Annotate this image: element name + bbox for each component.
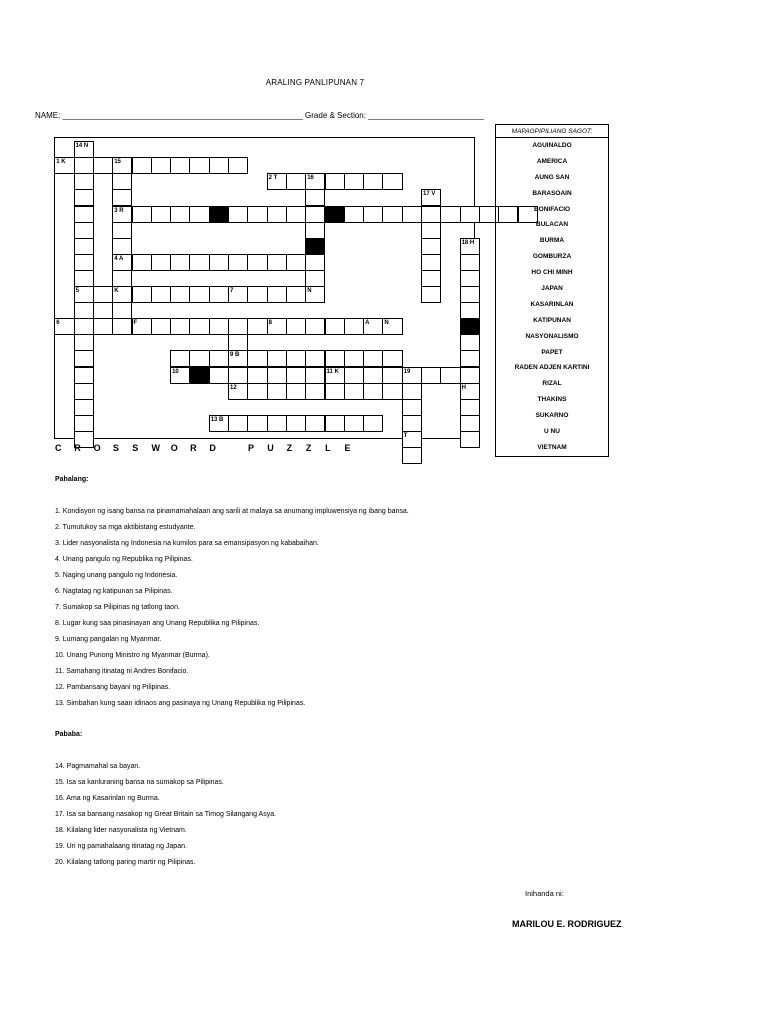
crossword-cell[interactable] [460, 270, 480, 287]
cell-label: 3 R [114, 207, 124, 214]
crossword-cell[interactable] [344, 367, 364, 384]
crossword-cell[interactable] [247, 350, 267, 367]
cell-label: T [403, 432, 408, 439]
cell-label: 11 K [326, 368, 339, 375]
crossword-cell[interactable] [421, 222, 441, 239]
crossword-cell[interactable] [402, 206, 422, 223]
crossword-cell[interactable] [305, 189, 325, 206]
crossword-cell[interactable] [344, 206, 364, 223]
crossword-cell[interactable] [267, 254, 287, 271]
crossword-cell[interactable] [286, 318, 306, 335]
crossword-cell[interactable] [267, 173, 287, 190]
across-clue: 11. Samahang itinatag ni Andres Bonifacio. [55, 668, 189, 675]
crossword-cell[interactable] [74, 367, 94, 384]
crossword-cell[interactable] [344, 415, 364, 432]
crossword-cell[interactable] [189, 157, 209, 174]
crossword-cell[interactable] [286, 367, 306, 384]
crossword-cell[interactable] [247, 415, 267, 432]
crossword-cell[interactable] [132, 318, 152, 335]
cell-label: 15 [114, 159, 121, 166]
title-letter: U [267, 443, 274, 453]
crossword-cell[interactable] [112, 157, 132, 174]
crossword-cell[interactable] [74, 141, 94, 158]
crossword-cell[interactable] [74, 157, 94, 174]
cell-label: K [326, 207, 331, 214]
choice-item: GOMBURZA [532, 253, 572, 261]
choice-item: BURMA [539, 237, 565, 245]
cell-label: F [133, 320, 138, 327]
down-clue: 18. Kilalang lider nasyonalista ng Vietnam. [55, 827, 187, 834]
crossword-cell[interactable] [460, 367, 480, 384]
cell-label: K [114, 288, 119, 294]
title-letter: R [74, 443, 81, 453]
crossword-cell[interactable] [247, 367, 267, 384]
crossword-cell[interactable] [54, 157, 74, 174]
cell-label: 7 [230, 288, 234, 294]
across-clue: 6. Nagtatag ng katipunan sa Pilipinas. [55, 588, 173, 595]
cell-label: 4 A [114, 255, 124, 262]
title-letter: S [112, 443, 119, 453]
title-letter: E [344, 443, 351, 453]
crossword-cell[interactable] [363, 318, 383, 335]
crossword-cell[interactable] [402, 447, 422, 464]
crossword-cell[interactable] [440, 206, 460, 223]
across-clue: 3. Lider nasyonalista ng Indonesia na kumilos para sa emansipasyon ng kababaihan. [55, 540, 319, 547]
choice-item: AUNG SAN [534, 173, 570, 181]
crossword-cell[interactable] [209, 157, 229, 174]
crossword-cell[interactable] [460, 431, 480, 448]
title-letter: Z [286, 443, 293, 453]
crossword-cell[interactable] [228, 254, 248, 271]
cell-label: 14 N [75, 143, 89, 150]
crossword-cell[interactable] [170, 286, 190, 303]
crossword-cell[interactable] [74, 286, 94, 303]
crossword-cell[interactable] [247, 318, 267, 335]
crossword-cell[interactable] [305, 286, 325, 303]
choice-item: BULACAN [535, 221, 569, 229]
crossword-cell[interactable] [112, 318, 132, 335]
crossword-cell[interactable] [112, 189, 132, 206]
crossword-cell[interactable] [228, 334, 248, 351]
title-letter: P [247, 443, 254, 453]
title-letter: O [170, 443, 178, 453]
cell-label: 12 [230, 384, 237, 391]
crossword-cell[interactable] [74, 238, 94, 255]
crossword-cell[interactable] [325, 415, 345, 432]
crossword-cell[interactable] [344, 350, 364, 367]
cell-label: A [365, 320, 370, 327]
title-letter: R [190, 443, 197, 453]
crossword-cell[interactable] [344, 173, 364, 190]
choice-item: RIZAL [542, 380, 562, 388]
crossword-cell[interactable] [189, 286, 209, 303]
crossword-block [305, 238, 325, 255]
crossword-cell[interactable] [363, 367, 383, 384]
choice-item: SUKARNO [535, 412, 569, 420]
crossword-cell[interactable] [228, 383, 248, 400]
crossword-cell[interactable] [382, 350, 402, 367]
cell-label: 16 [307, 175, 314, 182]
cell-label: 8 [268, 320, 272, 327]
crossword-cell[interactable] [170, 254, 190, 271]
crossword-cell[interactable] [382, 206, 402, 223]
crossword-cell[interactable] [151, 254, 171, 271]
crossword-cell[interactable] [209, 254, 229, 271]
crossword-cell[interactable] [363, 206, 383, 223]
crossword-cell[interactable] [325, 350, 345, 367]
crossword-cell[interactable] [74, 334, 94, 351]
crossword-cell[interactable] [402, 399, 422, 416]
across-heading: Pahalang: [55, 476, 89, 483]
crossword-cell[interactable] [440, 367, 460, 384]
crossword-cell[interactable] [305, 415, 325, 432]
crossword-cell[interactable] [305, 270, 325, 287]
cell-label: 5 [75, 288, 79, 294]
crossword-cell[interactable] [74, 415, 94, 432]
crossword-cell[interactable] [228, 286, 248, 303]
crossword-cell[interactable] [132, 206, 152, 223]
crossword-cell[interactable] [305, 254, 325, 271]
crossword-cell[interactable] [209, 350, 229, 367]
crossword-cell[interactable] [54, 318, 74, 335]
prepared-by-label: Inihanda ni: [525, 889, 564, 898]
crossword-cell[interactable] [74, 399, 94, 416]
crossword-cell[interactable] [305, 350, 325, 367]
down-clue: 16. Ama ng Kasarinlan ng Burma. [55, 795, 160, 802]
crossword-cell[interactable] [363, 350, 383, 367]
title-letter: C [55, 443, 62, 453]
choice-item: AGUINALDO [532, 142, 572, 149]
cell-label: 2 T [268, 175, 278, 182]
crossword-cell[interactable] [74, 383, 94, 400]
crossword-cell[interactable] [421, 270, 441, 287]
crossword-cell[interactable] [267, 367, 287, 384]
title-letter: L [325, 443, 331, 453]
choice-item: JAPAN [541, 285, 563, 293]
crossword-cell[interactable] [74, 302, 94, 319]
crossword-cell[interactable] [112, 206, 132, 223]
crossword-cell[interactable] [325, 367, 345, 384]
crossword-cell[interactable] [170, 318, 190, 335]
crossword-cell[interactable] [460, 206, 480, 223]
crossword-cell[interactable] [74, 173, 94, 190]
across-clue: 5. Naging unang pangulo ng Indonesia. [55, 572, 178, 579]
crossword-cell[interactable] [151, 157, 171, 174]
crossword-cell[interactable] [74, 206, 94, 223]
crossword-cell[interactable] [325, 318, 345, 335]
across-clue: 9. Lumang pangalan ng Myanmar. [55, 636, 162, 643]
cell-label: 6 [56, 320, 60, 327]
choices-heading: MAPAGPIPILIANG SAGOT: [496, 125, 608, 138]
crossword-cell[interactable] [170, 350, 190, 367]
crossword-cell[interactable] [325, 173, 345, 190]
crossword-cell[interactable] [325, 383, 345, 400]
crossword-cell[interactable] [286, 206, 306, 223]
title-letter: D [209, 443, 216, 453]
crossword-cell[interactable] [209, 318, 229, 335]
crossword-cell[interactable] [460, 415, 480, 432]
crossword-cell[interactable] [189, 318, 209, 335]
crossword-cell[interactable] [305, 173, 325, 190]
crossword-cell[interactable] [228, 157, 248, 174]
across-clue: 12. Pambansang bayani ng Pilipinas. [55, 684, 171, 691]
crossword-cell[interactable] [132, 286, 152, 303]
cell-label: 18 H [461, 239, 475, 246]
crossword-cell[interactable] [189, 254, 209, 271]
choice-item: BARASOAIN [532, 189, 572, 197]
crossword-cell[interactable] [363, 173, 383, 190]
title-letter: Z [305, 443, 312, 453]
cell-label: N [384, 320, 389, 327]
crossword-cell[interactable] [267, 286, 287, 303]
crossword-cell[interactable] [112, 238, 132, 255]
choice-item: U NU [544, 428, 560, 436]
crossword-cell[interactable] [344, 383, 364, 400]
down-clue: 17. Isa sa bansang nasakop ng Great Britain sa Timog Silangang Asya. [55, 811, 277, 818]
crossword-cell[interactable] [305, 367, 325, 384]
crossword-cell[interactable] [151, 286, 171, 303]
crossword-cell[interactable] [209, 286, 229, 303]
answer-choices-box [495, 124, 609, 457]
across-clue: 2. Tumutukoy sa mga aktibistang estudyante. [55, 524, 196, 531]
across-clue: 8. Lugar kung saa pinasinayan ang Unang Republika ng Pilipinas. [55, 620, 260, 627]
crossword-cell[interactable] [286, 415, 306, 432]
crossword-cell[interactable] [460, 399, 480, 416]
crossword-cell[interactable] [305, 206, 325, 223]
crossword-cell[interactable] [112, 254, 132, 271]
crossword-cell[interactable] [402, 383, 422, 400]
cell-label: 13 B [210, 416, 224, 423]
choice-item: NASYONALISMO [525, 332, 579, 340]
choice-item: KASARINLAN [530, 300, 574, 308]
crossword-cell[interactable] [93, 157, 113, 174]
crossword-cell[interactable] [460, 302, 480, 319]
crossword-cell[interactable] [382, 367, 402, 384]
crossword-cell[interactable] [460, 383, 480, 400]
choice-item: PAPET [541, 348, 563, 356]
crossword-cell[interactable] [93, 286, 113, 303]
crossword-cell[interactable] [247, 383, 267, 400]
cell-label: 10 [172, 368, 179, 375]
crossword-cell[interactable] [74, 318, 94, 335]
crossword-cell[interactable] [228, 350, 248, 367]
crossword-cell[interactable] [344, 318, 364, 335]
crossword-cell[interactable] [382, 173, 402, 190]
crossword-block [325, 206, 345, 223]
choice-item: KATIPUNAN [533, 316, 571, 324]
author-name: MARILOU E. RODRIGUEZ [512, 919, 622, 929]
across-clue: 7. Sumakop sa Pilipinas ng tatlong taon. [55, 604, 180, 611]
crossword-cell[interactable] [421, 206, 441, 223]
crossword-cell[interactable] [228, 415, 248, 432]
crossword-cell[interactable] [286, 254, 306, 271]
across-clue: 1. Kondisyon ng isang bansa na pinamamahalaan ang sarili at malaya sa anumang impluwensiya ng ibang bansa. [55, 508, 409, 515]
crossword-cell[interactable] [228, 367, 248, 384]
crossword-cell[interactable] [305, 383, 325, 400]
cell-label: N [307, 288, 312, 294]
crossword-cell[interactable] [363, 383, 383, 400]
across-clue: 4. Unang pangulo ng Republika ng Pilipinas. [55, 556, 193, 563]
crossword-cell[interactable] [402, 415, 422, 432]
choice-item: HO CHI MINH [531, 269, 573, 277]
crossword-cell[interactable] [112, 286, 132, 303]
crossword-cell[interactable] [112, 222, 132, 239]
choice-item: BONIFACIO [533, 205, 571, 213]
crossword-cell[interactable] [74, 254, 94, 271]
cell-label: 19 [403, 368, 411, 375]
crossword-cell[interactable] [460, 286, 480, 303]
title-letter: S [132, 443, 139, 453]
down-clue: 14. Pagmamahal sa bayan. [55, 763, 141, 770]
cell-label: 9 B [230, 352, 240, 359]
crossword-cell[interactable] [382, 383, 402, 400]
down-heading: Pababa: [55, 731, 83, 738]
crossword-cell[interactable] [421, 254, 441, 271]
crossword-cell[interactable] [74, 222, 94, 239]
crossword-cell[interactable] [363, 415, 383, 432]
title-letter: W [151, 443, 160, 453]
crossword-cell[interactable] [286, 173, 306, 190]
crossword-cell[interactable] [286, 286, 306, 303]
crossword-cell[interactable] [267, 383, 287, 400]
crossword-cell[interactable] [286, 350, 306, 367]
crossword-block [189, 367, 209, 384]
crossword-cell[interactable] [228, 318, 248, 335]
choice-item: RADEN ADJEN KARTINI [514, 364, 590, 372]
crossword-cell[interactable] [305, 222, 325, 239]
crossword-puzzle-title [55, 443, 364, 453]
crossword-cell[interactable] [267, 318, 287, 335]
crossword-cell[interactable] [228, 206, 248, 223]
crossword-cell[interactable] [74, 350, 94, 367]
crossword-cell[interactable] [132, 254, 152, 271]
crossword-cell[interactable] [421, 238, 441, 255]
crossword-cell[interactable] [93, 318, 113, 335]
cell-label: 17 V [423, 191, 436, 198]
crossword-cell[interactable] [460, 350, 480, 367]
cell-label: 1 K [56, 159, 66, 166]
crossword-block [209, 206, 229, 223]
crossword-cell[interactable] [382, 318, 402, 335]
choice-item: THAKINS [537, 396, 567, 404]
crossword-cell[interactable] [460, 334, 480, 351]
across-clue: 10. Unang Punong Ministro ng Myanmar (Burma). [55, 652, 210, 659]
crossword-cell[interactable] [74, 270, 94, 287]
choice-item: AMERICA [536, 157, 568, 165]
crossword-cell[interactable] [247, 286, 267, 303]
crossword-cell[interactable] [286, 383, 306, 400]
crossword-cell[interactable] [402, 431, 422, 448]
down-clue: 19. Uri ng pamahalaang itinatag ng Japan. [55, 843, 187, 850]
title-letter: O [93, 443, 101, 453]
crossword-cell[interactable] [112, 270, 132, 287]
crossword-cell[interactable] [267, 206, 287, 223]
crossword-cell[interactable] [170, 367, 190, 384]
crossword-cell[interactable] [112, 173, 132, 190]
crossword-cell[interactable] [209, 415, 229, 432]
crossword-block [460, 318, 480, 335]
crossword-cell[interactable] [132, 157, 152, 174]
crossword-cell[interactable] [267, 350, 287, 367]
crossword-cell[interactable] [170, 206, 190, 223]
crossword-cell[interactable] [151, 206, 171, 223]
crossword-cell[interactable] [267, 415, 287, 432]
down-clue: 15. Isa sa kanluraning bansa na sumakop sa Pilipinas. [55, 779, 224, 786]
worksheet-title: ARALING PANLIPUNAN 7 [265, 78, 365, 87]
crossword-cell[interactable] [421, 189, 441, 206]
crossword-cell[interactable] [247, 254, 267, 271]
crossword-cell[interactable] [151, 318, 171, 335]
name-grade-section-line[interactable]: NAME: ______________________________________________________ Grade & Section: __________________________ [35, 111, 484, 120]
down-clue: 20. Kilalang tatlong paring martir ng Pilipinas. [55, 859, 196, 866]
crossword-cell[interactable] [112, 302, 132, 319]
crossword-cell[interactable] [74, 189, 94, 206]
crossword-cell[interactable] [402, 367, 422, 384]
cell-label: H [461, 384, 466, 391]
crossword-cell[interactable] [189, 350, 209, 367]
crossword-cell[interactable] [421, 367, 441, 384]
crossword-cell[interactable] [460, 254, 480, 271]
crossword-cell[interactable] [189, 206, 209, 223]
crossword-cell[interactable] [170, 157, 190, 174]
crossword-cell[interactable] [460, 238, 480, 255]
choice-item: VIETNAM [537, 443, 567, 451]
crossword-cell[interactable] [247, 206, 267, 223]
crossword-cell[interactable] [209, 367, 229, 384]
across-clue: 13. Simbahan kung saan idinaos ang pasinaya ng Unang Republika ng Pilipinas. [55, 700, 306, 707]
crossword-cell[interactable] [305, 318, 325, 335]
crossword-cell[interactable] [421, 286, 441, 303]
